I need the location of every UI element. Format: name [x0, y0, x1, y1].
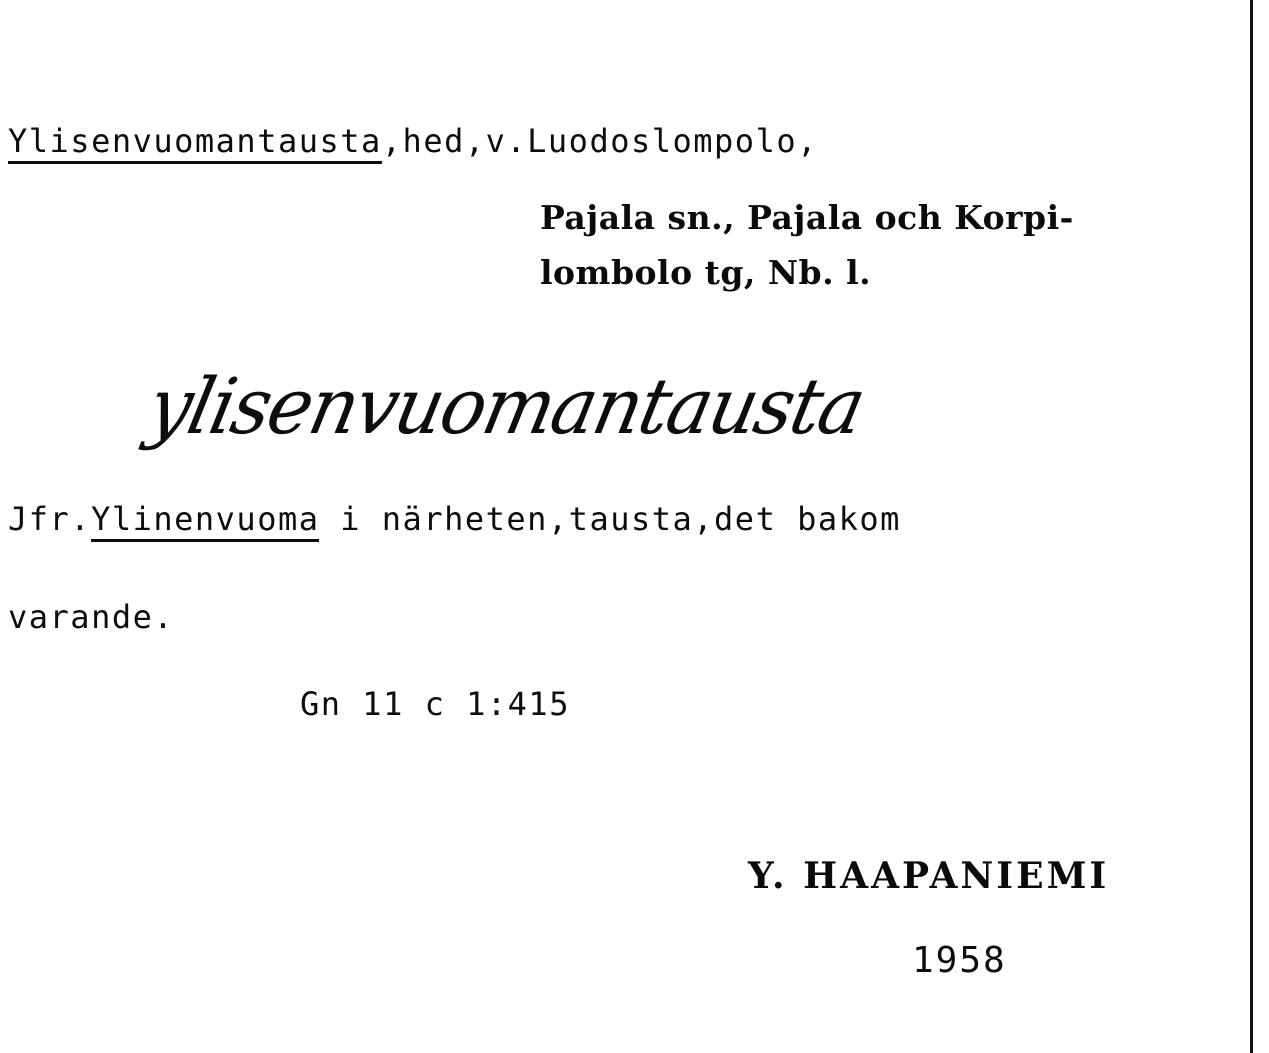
- handwritten-form: [140, 361, 1240, 480]
- author-name: Y. HAAPANIEMI: [748, 855, 1110, 897]
- headword-term: Ylisenvuomantausta: [8, 122, 382, 164]
- note-line-2: varande.: [8, 598, 175, 636]
- parish-line-2: lombolo tg, Nb. l.: [540, 253, 872, 292]
- handwritten-form-text: ylisenvuomantausta: [140, 361, 872, 453]
- scan-edge-line: [1250, 0, 1253, 1053]
- scan-margin: [1253, 0, 1269, 1053]
- headword-line: [8, 122, 818, 160]
- headword-qualifier: ,hed,v.Luodoslompolo,: [381, 122, 818, 160]
- note-cross-reference: Ylinenvuoma: [91, 500, 319, 542]
- reference-code: Gn 11 c 1:415: [300, 685, 570, 723]
- parish-line-1: Pajala sn., Pajala och Korpi-: [540, 198, 1074, 237]
- note-line-1: [8, 500, 901, 538]
- note-text: i närheten,tausta,det bakom: [319, 500, 901, 538]
- year-label: 1958: [912, 940, 1007, 981]
- note-prefix: Jfr.: [8, 500, 92, 538]
